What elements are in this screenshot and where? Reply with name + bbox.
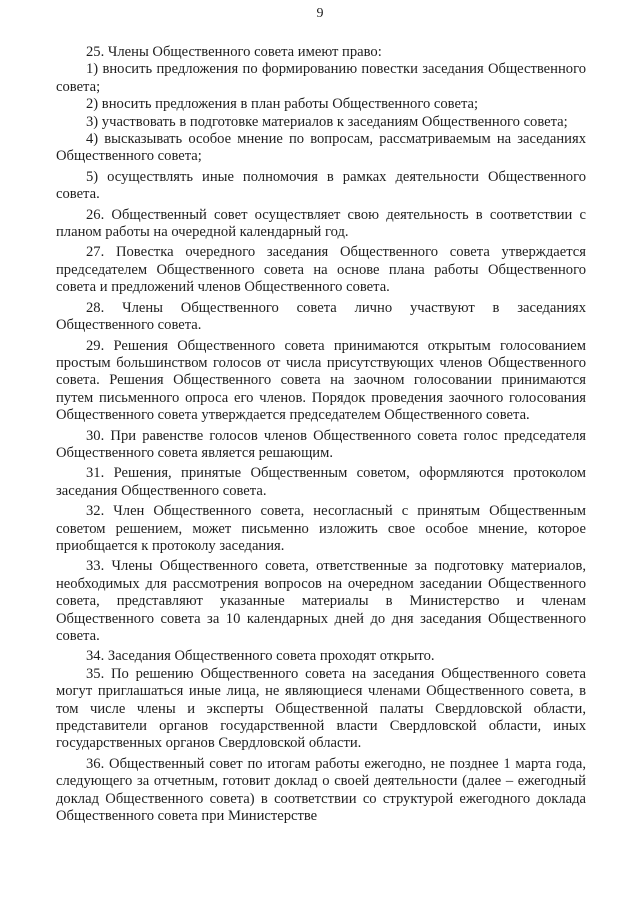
paragraph-35: 35. По решению Общественного совета на заседания Общественного совета могут приглашаться иные лица, не являющиеся членами Общественного совета, в том числе члены и эксперты Общественной палаты Свердловской области, представители органов государственной власти Свердловской области, иных государственных органов Свердловской области. [56,665,586,752]
paragraph-25-item-2: 2) вносить предложения в план работы Общественного совета; [86,96,479,113]
paragraph-25-item-4: 4) высказывать особое мнение по вопросам, рассматриваемым на заседаниях Общественного совета; [56,131,586,165]
paragraph-29: 29. Решения Общественного совета принимаются открытым голосованием простым большинством голосов от числа присутствующих членов Общественного совета. Решения Общественного совета на заочном голосовании принимаются путем письменного опроса его членов. Порядок проведения заочного голосования Общественного совета утверждается председателем Общественного совета. [56,337,586,424]
paragraph-27: 27. Повестка очередного заседания Общественного совета утверждается председателем Общественного совета на основе плана работы Общественного совета и предложений членов Общественного совета. [56,244,586,296]
paragraph-28: 28. Члены Общественного совета лично участвуют в заседаниях Общественного совета. [56,299,586,334]
paragraph-25-item-3: 3) участвовать в подготовке материалов к заседаниям Общественного совета; [86,113,568,130]
paragraph-25-item-5: 5) осуществлять иные полномочия в рамках деятельности Общественного совета. [56,168,586,203]
paragraph-26: 26. Общественный совет осуществляет свою деятельность в соответствии с планом работы на очередной календарный год. [56,206,586,241]
paragraph-36: 36. Общественный совет по итогам работы ежегодно, не позднее 1 марта года, следующего за отчетным, готовит доклад о своей деятельности (далее – ежегодный доклад Общественного совета) в соответствии со структурой ежегодного доклада Общественного совета при Министерстве [56,755,586,825]
paragraph-32: 32. Член Общественного совета, несогласный с принятым Общественным советом решением, может письменно изложить свое особое мнение, которое приобщается к протоколу заседания. [56,503,586,554]
paragraph-25: 25. Члены Общественного совета имеют право: [86,44,382,60]
document-body [56,44,586,825]
page-number: 9 [316,6,324,21]
paragraph-33: 33. Члены Общественного совета, ответственные за подготовку материалов, необходимых для рассмотрения вопросов на очередном заседании Общественного совета, представляют указанные материалы в Министерство и членам Общественного совета за 10 календарных дней до дня заседания Общественного совета. [56,558,586,644]
paragraph-30: 30. При равенстве голосов членов Общественного совета голос председателя Общественного совета является решающим. [56,427,586,461]
paragraph-34: 34. Заседания Общественного совета проходят открыто. [86,648,435,665]
paragraph-31: 31. Решения, принятые Общественным советом, оформляются протоколом заседания Общественного совета. [56,465,586,499]
paragraph-25-item-1: 1) вносить предложения по формированию повестки заседания Общественного совета; [56,61,586,95]
